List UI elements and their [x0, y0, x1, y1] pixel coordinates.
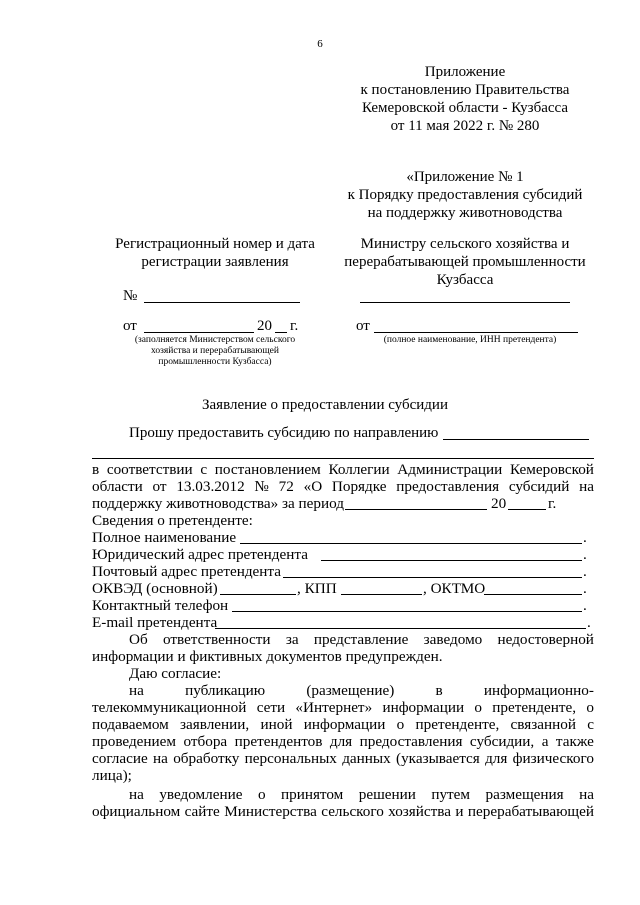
word: обработку: [173, 750, 240, 767]
word: сельского: [321, 803, 384, 820]
period-field[interactable]: [345, 509, 487, 510]
consent-line: [92, 750, 594, 767]
registration-year-suffix: г.: [290, 318, 299, 334]
word: Министерства: [224, 803, 317, 820]
word: информации: [382, 699, 465, 716]
appendix-sub-line: к Порядку предоставления субсидий: [347, 187, 583, 203]
word: субсидий: [508, 478, 570, 495]
okved-field[interactable]: [220, 594, 296, 595]
word: проведением: [92, 733, 177, 750]
consent-line: [92, 733, 594, 750]
consent-line: [92, 803, 594, 820]
word: за: [285, 631, 299, 648]
appendix-line: Кемеровской области - Кузбасса: [361, 100, 569, 116]
phone-label: Контактный телефон: [92, 597, 229, 614]
word: а: [541, 733, 549, 750]
appendix-line: Приложение: [424, 64, 506, 80]
okved-label: ОКВЭД (основной): [92, 580, 218, 597]
appendix-sub-line: «Приложение № 1: [406, 169, 524, 185]
word: на: [129, 786, 144, 803]
responsibility-line: [129, 631, 594, 648]
addressee-title: Кузбасса: [436, 272, 494, 288]
word: предоставления: [359, 733, 463, 750]
decree-paragraph-line: поддержку животноводства» за период: [92, 495, 345, 512]
word: Порядке: [331, 478, 387, 495]
word: представление: [313, 631, 409, 648]
document-title: Заявление о предоставлении субсидии: [202, 397, 448, 413]
word: связанной: [510, 716, 576, 733]
addressee-title: Министру сельского хозяйства и: [360, 236, 570, 252]
word: данных: [342, 750, 391, 767]
word: физического: [512, 750, 594, 767]
word: публикацию: [185, 682, 266, 699]
registration-title: регистрации заявления: [141, 254, 289, 270]
oktmo-field[interactable]: [484, 594, 582, 595]
word: претенденте,: [415, 716, 500, 733]
decree-paragraph-line: [92, 478, 594, 495]
applicant-note: (полное наименование, ИНН претендента): [383, 335, 557, 345]
word: путем: [431, 786, 471, 803]
word: области: [92, 478, 143, 495]
word: предоставления: [396, 478, 500, 495]
registration-year-field[interactable]: [275, 332, 287, 333]
word: на: [129, 682, 144, 699]
full-name-field[interactable]: [240, 543, 582, 544]
addressee-title: перерабатывающей промышленности: [344, 254, 586, 270]
word: персональных: [244, 750, 337, 767]
word: для: [329, 733, 353, 750]
subsidy-direction-field[interactable]: [443, 439, 589, 440]
consent-line: [92, 699, 594, 716]
full-name-label: Полное наименование: [92, 529, 237, 546]
period-year-suffix: г.: [548, 495, 557, 512]
email-field[interactable]: [215, 628, 586, 629]
line-end-dot: .: [583, 580, 587, 597]
appendix-sub-line: на поддержку животноводства: [367, 205, 563, 221]
kpp-field[interactable]: [341, 594, 422, 595]
consent-heading: Даю согласие:: [129, 665, 222, 682]
word: «О: [303, 478, 323, 495]
word: иной: [260, 716, 293, 733]
word: субсидии,: [469, 733, 535, 750]
responsibility-line: информации и фиктивных документов предупрежден.: [92, 648, 443, 665]
word: (указывается: [396, 750, 480, 767]
consent-line: [92, 716, 594, 733]
registration-year: 20: [257, 318, 272, 334]
word: на: [153, 750, 168, 767]
word: от: [152, 478, 167, 495]
word: для: [485, 750, 508, 767]
legal-address-field[interactable]: [321, 560, 582, 561]
word: хозяйства: [388, 803, 452, 820]
word: «Интернет»: [295, 699, 373, 716]
word: 72: [278, 478, 294, 495]
appendix-line: к постановлению Правительства: [360, 82, 570, 98]
legal-address-label: Юридический адрес претендента: [92, 546, 308, 563]
request-text: Прошу предоставить субсидию по направлению: [129, 425, 439, 441]
word: соответствии: [106, 461, 193, 478]
word: в: [92, 461, 100, 478]
registration-date-field[interactable]: [144, 332, 254, 333]
consent-line: лица);: [92, 767, 132, 784]
word: о: [396, 716, 405, 733]
line-end-dot: .: [587, 614, 591, 631]
kpp-label: , КПП: [297, 580, 337, 597]
appendix-line: от 11 мая 2022 г. № 280: [390, 118, 540, 134]
word: о: [257, 786, 266, 803]
registration-note: промышленности Кузбасса): [158, 357, 272, 367]
word: недостоверной: [497, 631, 594, 648]
word: ответственности: [162, 631, 271, 648]
line-end-dot: .: [583, 563, 587, 580]
word: с: [200, 461, 208, 478]
email-label: E-mail претендента: [92, 614, 218, 631]
word: претендентов: [234, 733, 323, 750]
period-year: 20: [491, 495, 507, 512]
word: информации: [303, 716, 386, 733]
word: сети: [256, 699, 286, 716]
word: заявлении,: [180, 716, 250, 733]
applicant-name-field[interactable]: [374, 332, 578, 333]
applicant-info-heading: Сведения о претенденте:: [92, 512, 253, 529]
registration-title: Регистрационный номер и дата: [115, 236, 315, 252]
phone-field[interactable]: [232, 611, 582, 612]
addressee-line-field[interactable]: [360, 302, 570, 303]
word: уведомление: [159, 786, 243, 803]
word: размещения: [485, 786, 564, 803]
word: Администрации: [397, 461, 503, 478]
postal-address-field[interactable]: [283, 577, 582, 578]
addressee-from: от: [356, 318, 370, 334]
word: Кемеровской: [509, 461, 594, 478]
consent-line: [129, 682, 594, 699]
word: телекоммуникационной: [92, 699, 247, 716]
word: претенденте,: [492, 699, 577, 716]
registration-note: хозяйства и перерабатывающей: [151, 346, 279, 356]
page-number: 6: [317, 38, 323, 50]
word: официальном: [92, 803, 181, 820]
word: принятом: [280, 786, 344, 803]
word: Коллегии: [328, 461, 390, 478]
word: решении: [358, 786, 416, 803]
word: подаваемом: [92, 716, 169, 733]
registration-date-from: от: [123, 318, 137, 334]
postal-address-label: Почтовый адрес претендента: [92, 563, 281, 580]
word: Об: [129, 631, 148, 648]
registration-number-field[interactable]: [144, 302, 300, 303]
subsidy-direction-field-continued[interactable]: [92, 458, 594, 459]
word: перерабатывающей: [467, 803, 594, 820]
word: №: [254, 478, 269, 495]
word: постановлением: [214, 461, 321, 478]
word: 13.03.2012: [176, 478, 245, 495]
word: заведомо: [423, 631, 483, 648]
word: на: [579, 478, 594, 495]
word: на: [579, 786, 594, 803]
line-end-dot: .: [583, 529, 587, 546]
word: с: [587, 716, 594, 733]
word: отбора: [183, 733, 228, 750]
oktmo-label: , ОКТМО: [423, 580, 486, 597]
word: согласие: [92, 750, 148, 767]
line-end-dot: .: [583, 546, 587, 563]
word: сайте: [184, 803, 220, 820]
word: в: [435, 682, 443, 699]
decree-paragraph-line: [92, 461, 594, 478]
line-end-dot: .: [583, 597, 587, 614]
registration-number-sign: №: [123, 288, 138, 304]
word: информационно-: [483, 682, 594, 699]
word: также: [555, 733, 594, 750]
word: и: [455, 803, 464, 820]
period-year-field[interactable]: [508, 509, 546, 510]
word: о: [474, 699, 483, 716]
word: (размещение): [306, 682, 395, 699]
consent-line: [129, 786, 594, 803]
word: о: [586, 699, 594, 716]
registration-note: (заполняется Министерством сельского: [134, 335, 296, 345]
